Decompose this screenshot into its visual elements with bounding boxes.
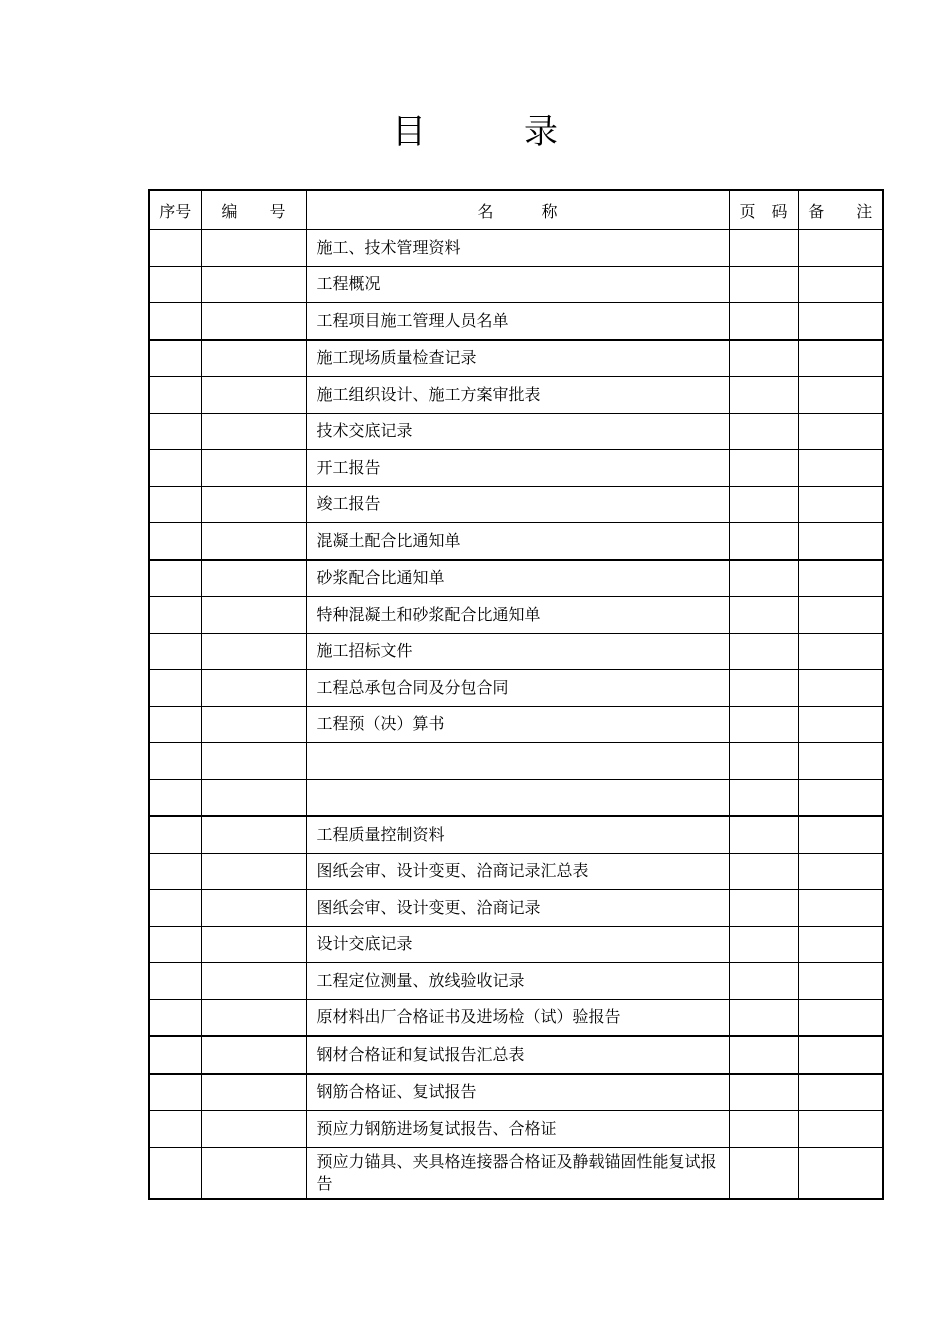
cell-seq (149, 926, 201, 963)
table-row (149, 523, 883, 560)
cell-seq (149, 1111, 201, 1148)
cell-seq (149, 633, 201, 670)
cell-name: 技术交底记录 (306, 413, 729, 450)
cell-code (201, 303, 306, 340)
cell-note (798, 926, 883, 963)
cell-name: 施工、技术管理资料 (306, 230, 729, 267)
cell-note (798, 853, 883, 890)
cell-page (729, 377, 798, 414)
cell-code (201, 597, 306, 634)
cell-name: 预应力锚具、夹具格连接器合格证及静载锚固性能复试报告 (306, 1147, 729, 1199)
cell-page (729, 340, 798, 377)
cell-code (201, 1147, 306, 1199)
cell-code (201, 963, 306, 1000)
cell-code (201, 816, 306, 853)
cell-code (201, 560, 306, 597)
cell-name: 原材料出厂合格证书及进场检（试）验报告 (306, 999, 729, 1036)
table-row (149, 1074, 883, 1111)
cell-code (201, 340, 306, 377)
table-row (149, 890, 883, 927)
header-name: 名 称 (306, 190, 729, 230)
cell-page (729, 266, 798, 303)
cell-page (729, 706, 798, 743)
header-seq: 序号 (149, 190, 201, 230)
cell-note (798, 486, 883, 523)
cell-seq (149, 523, 201, 560)
cell-page (729, 1147, 798, 1199)
cell-seq (149, 743, 201, 780)
cell-page (729, 816, 798, 853)
cell-code (201, 486, 306, 523)
cell-page (729, 926, 798, 963)
cell-name: 预应力钢筋进场复试报告、合格证 (306, 1111, 729, 1148)
cell-seq (149, 779, 201, 816)
cell-name: 图纸会审、设计变更、洽商记录 (306, 890, 729, 927)
table-row (149, 486, 883, 523)
cell-seq (149, 486, 201, 523)
cell-name: 开工报告 (306, 450, 729, 487)
cell-note (798, 1074, 883, 1111)
cell-code (201, 413, 306, 450)
cell-seq (149, 816, 201, 853)
cell-name: 工程定位测量、放线验收记录 (306, 963, 729, 1000)
cell-page (729, 999, 798, 1036)
table-row (149, 340, 883, 377)
cell-code (201, 377, 306, 414)
cell-note (798, 963, 883, 1000)
table-row (149, 816, 883, 853)
cell-page (729, 670, 798, 707)
cell-name (306, 779, 729, 816)
cell-seq (149, 963, 201, 1000)
cell-seq (149, 230, 201, 267)
cell-name: 钢筋合格证、复试报告 (306, 1074, 729, 1111)
toc-body (149, 230, 883, 1199)
cell-name: 工程概况 (306, 266, 729, 303)
table-row (149, 266, 883, 303)
cell-name: 设计交底记录 (306, 926, 729, 963)
cell-name: 施工现场质量检查记录 (306, 340, 729, 377)
cell-name: 工程项目施工管理人员名单 (306, 303, 729, 340)
cell-note (798, 340, 883, 377)
title-char-1: 目 (392, 112, 426, 152)
cell-name: 竣工报告 (306, 486, 729, 523)
cell-note (798, 523, 883, 560)
cell-seq (149, 303, 201, 340)
cell-code (201, 743, 306, 780)
cell-code (201, 1036, 306, 1074)
cell-code (201, 670, 306, 707)
cell-note (798, 303, 883, 340)
cell-note (798, 670, 883, 707)
table-row (149, 413, 883, 450)
cell-code (201, 450, 306, 487)
cell-page (729, 963, 798, 1000)
table-row (149, 1147, 883, 1199)
cell-page (729, 633, 798, 670)
cell-code (201, 999, 306, 1036)
table-row (149, 1036, 883, 1074)
cell-name: 砂浆配合比通知单 (306, 560, 729, 597)
cell-page (729, 230, 798, 267)
cell-seq (149, 706, 201, 743)
table-row (149, 853, 883, 890)
cell-code (201, 706, 306, 743)
table-row (149, 230, 883, 267)
table-row (149, 1111, 883, 1148)
cell-page (729, 743, 798, 780)
cell-name: 混凝土配合比通知单 (306, 523, 729, 560)
page-title (0, 104, 950, 153)
table-row (149, 450, 883, 487)
cell-page (729, 890, 798, 927)
toc-table (148, 189, 884, 1200)
cell-seq (149, 1036, 201, 1074)
cell-seq (149, 377, 201, 414)
cell-seq (149, 597, 201, 634)
table-row (149, 999, 883, 1036)
cell-page (729, 450, 798, 487)
cell-seq (149, 413, 201, 450)
cell-page (729, 303, 798, 340)
cell-note (798, 266, 883, 303)
cell-note (798, 706, 883, 743)
cell-note (798, 1147, 883, 1199)
cell-page (729, 597, 798, 634)
cell-note (798, 377, 883, 414)
cell-page (729, 779, 798, 816)
cell-note (798, 1036, 883, 1074)
cell-seq (149, 266, 201, 303)
cell-seq (149, 1147, 201, 1199)
title-char-2: 录 (524, 112, 558, 152)
table-row (149, 377, 883, 414)
table-row (149, 303, 883, 340)
cell-note (798, 816, 883, 853)
cell-name: 工程预（决）算书 (306, 706, 729, 743)
cell-note (798, 743, 883, 780)
cell-seq (149, 340, 201, 377)
cell-seq (149, 560, 201, 597)
cell-page (729, 413, 798, 450)
cell-note (798, 779, 883, 816)
cell-page (729, 523, 798, 560)
cell-code (201, 853, 306, 890)
cell-name: 图纸会审、设计变更、洽商记录汇总表 (306, 853, 729, 890)
cell-note (798, 633, 883, 670)
cell-note (798, 230, 883, 267)
cell-name: 施工招标文件 (306, 633, 729, 670)
header-note: 备 注 (798, 190, 883, 230)
cell-name: 钢材合格证和复试报告汇总表 (306, 1036, 729, 1074)
cell-note (798, 890, 883, 927)
table-row (149, 706, 883, 743)
table-row (149, 597, 883, 634)
table-row (149, 926, 883, 963)
header-code: 编 号 (201, 190, 306, 230)
cell-name (306, 743, 729, 780)
cell-note (798, 597, 883, 634)
table-row (149, 743, 883, 780)
cell-code (201, 1074, 306, 1111)
cell-code (201, 1111, 306, 1148)
cell-code (201, 926, 306, 963)
cell-seq (149, 853, 201, 890)
cell-seq (149, 890, 201, 927)
table-row (149, 963, 883, 1000)
cell-name: 施工组织设计、施工方案审批表 (306, 377, 729, 414)
cell-name: 工程总承包合同及分包合同 (306, 670, 729, 707)
cell-name: 特种混凝土和砂浆配合比通知单 (306, 597, 729, 634)
cell-code (201, 266, 306, 303)
cell-note (798, 999, 883, 1036)
cell-note (798, 450, 883, 487)
cell-seq (149, 999, 201, 1036)
cell-code (201, 230, 306, 267)
cell-note (798, 560, 883, 597)
header-page: 页 码 (729, 190, 798, 230)
cell-name: 工程质量控制资料 (306, 816, 729, 853)
cell-page (729, 560, 798, 597)
cell-code (201, 633, 306, 670)
cell-note (798, 413, 883, 450)
table-row (149, 560, 883, 597)
cell-page (729, 1111, 798, 1148)
cell-code (201, 890, 306, 927)
cell-page (729, 1036, 798, 1074)
cell-code (201, 779, 306, 816)
cell-seq (149, 450, 201, 487)
cell-page (729, 853, 798, 890)
cell-seq (149, 670, 201, 707)
cell-seq (149, 1074, 201, 1111)
table-row (149, 633, 883, 670)
cell-page (729, 486, 798, 523)
cell-code (201, 523, 306, 560)
table-row (149, 670, 883, 707)
cell-note (798, 1111, 883, 1148)
cell-page (729, 1074, 798, 1111)
header-row (149, 190, 883, 230)
table-row (149, 779, 883, 816)
